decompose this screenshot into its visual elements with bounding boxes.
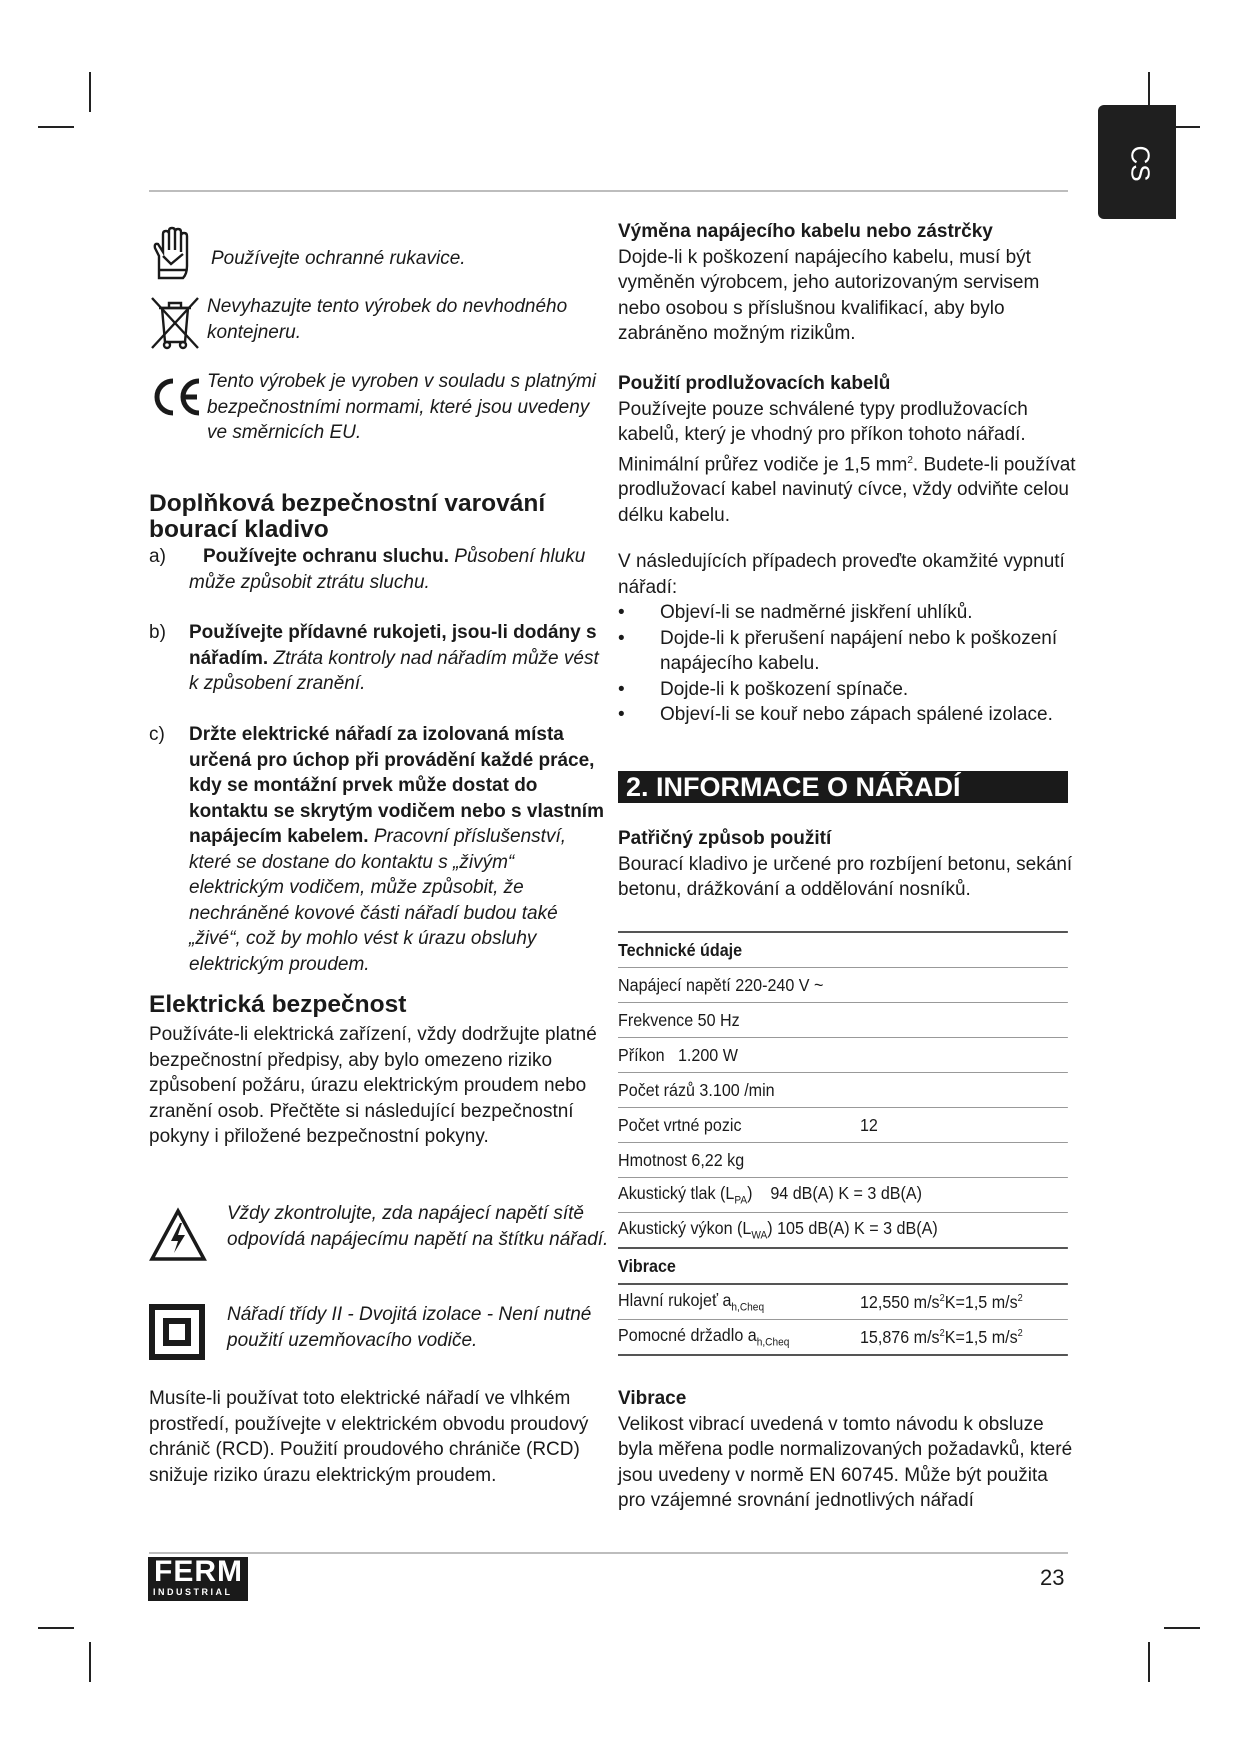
footer-rule — [149, 1552, 1068, 1554]
gloves-notice — [149, 226, 609, 289]
class2-notice — [149, 1302, 609, 1365]
extra-warnings-heading: Doplňková bezpečnostní varování bourací kladivo — [149, 490, 546, 543]
intended-use-heading: Patřičný způsob použití — [618, 828, 832, 849]
bullet-text: Dojde-li k poškození spínače. — [660, 678, 909, 700]
vibration-text: Velikost vibrací uvedená v tomto návodu k obsluze byla měřena podle normalizovaných požadavků, které jsou uvedeny v normě EN 60745. Může být použita pro vzájemné srovnání jednotlivých nářadí — [618, 1413, 1073, 1511]
table-row — [618, 968, 1068, 1003]
table-cell-value — [860, 1292, 1023, 1313]
list-item: • Dojde-li k přerušení napájení nebo k poškození napájecího kabelu. — [618, 626, 1078, 677]
acoustic-pressure-sub: PA — [734, 1194, 748, 1207]
cable-text: Dojde-li k poškození napájecího kabelu, musí být vyměněn výrobcem, jeho autorizovaným servisem nebo osobou s příslušnou kvalifikací, aby bylo zabráněno možným rizikům. — [618, 246, 1040, 344]
extension-text-a: Používejte pouze schválené typy prodlužovacích kabelů, který je vhodný pro příkon tohoto nářadí. Minimální průřez vodiče je 1,5 mm — [618, 398, 1028, 475]
table-row — [618, 1003, 1068, 1038]
rcd-text: Musíte-li používat toto elektrické nářadí ve vlhkém prostředí, používejte v elektrickém obvodu proudový chránič (RCD). Použití proudového chrániče (RCD) snižuje riziko úrazu elektrickým proudem. — [149, 1388, 589, 1486]
table-cell: Počet rázů 3.100 /min — [618, 1079, 775, 1100]
electrical-safety-heading: Elektrická bezpečnost — [149, 991, 407, 1018]
bullet-text: Objeví-li se nadměrné jiskření uhlíků. — [660, 602, 973, 623]
table-row — [618, 1108, 1068, 1143]
bullet-text: Dojde-li k přerušení napájení nebo k poškození napájecího kabelu. — [660, 627, 1058, 674]
item-bold: Držte elektrické nářadí za izolovaná místa určená pro úchop při provádění každé práce, kdy se montážní prvek může dostat do kontaktu se skrytým vodičem nebo s vlastním napájecím kabelem. — [189, 724, 604, 847]
crop-mark — [1148, 1642, 1150, 1682]
vibration-section — [618, 1386, 1078, 1514]
aux-handle-k: K=1,5 m/s — [944, 1326, 1018, 1347]
intended-use-section — [618, 826, 1078, 903]
table-cell: Počet vrtné pozic — [618, 1114, 742, 1135]
ce-mark-icon — [149, 369, 207, 424]
table-row — [618, 931, 1068, 968]
table-row — [618, 1249, 1068, 1285]
table-cell-value — [860, 1327, 1023, 1348]
bullet-text: Objeví-li se kouř nebo zápach spálené izolace. — [660, 704, 1053, 725]
aux-handle-label: Pomocné držadlo a — [618, 1325, 757, 1346]
table-row — [618, 1320, 1068, 1356]
crop-mark — [38, 1627, 74, 1629]
table-cell: Napájecí napětí 220-240 V ~ — [618, 974, 824, 995]
page-number: 23 — [1040, 1565, 1065, 1590]
sq-sup: 2 — [1017, 1292, 1023, 1304]
cable-replacement-section — [618, 219, 1078, 347]
main-handle-label: Hlavní rukojeť a — [618, 1290, 732, 1311]
header-rule — [149, 190, 1068, 192]
logo-industrial: INDUSTRIAL — [153, 1587, 233, 1597]
table-cell — [618, 1183, 922, 1207]
cable-heading: Výměna napájecího kabelu nebo zástrčky — [618, 221, 993, 242]
electrical-safety-text: Používáte-li elektrická zařízení, vždy dodržujte platné bezpečnostní předpisy, aby bylo omezeno riziko způsobení požáru, úrazu elektrickým proudem nebo zranění osob. Přečtěte si následující bezpečnostní pokyny i přiložené bezpečnostní pokyny. — [149, 1024, 597, 1147]
table-cell — [618, 1290, 764, 1314]
ferm-logo — [148, 1557, 248, 1601]
table-cell — [618, 1325, 789, 1349]
item-bold: Používejte přídavné rukojeti, jsou-li dodány s nářadím. — [189, 622, 597, 669]
ce-text: Tento výrobek je vyroben v souladu s platnými bezpečnostními normami, které jsou uvedeny ve směrnicích EU. — [207, 371, 597, 443]
extension-text-b: . Budete-li používat prodlužovací kabel navinutý cívce, vždy odviňte celou délku kabelu. — [618, 453, 1076, 526]
crop-mark — [89, 1642, 91, 1682]
table-cell: Hmotnost 6,22 kg — [618, 1149, 745, 1170]
extra-warnings-section — [149, 491, 609, 543]
crop-mark — [1164, 1627, 1200, 1629]
language-tab — [1098, 105, 1176, 219]
acoustic-power-sub: WA — [751, 1229, 768, 1242]
table-title: Technické údaje — [618, 939, 743, 960]
extension-heading: Použití prodlužovacích kabelů — [618, 373, 891, 394]
vibration-table-title: Vibrace — [618, 1255, 676, 1276]
item-italic: Ztráta kontroly nad nářadím může vést k způsobení zranění. — [189, 647, 599, 694]
logo-ferm: FERM — [154, 1555, 243, 1588]
item-letter: b) — [149, 622, 166, 643]
acoustic-power-post: ) 105 dB(A) K = 3 dB(A) — [767, 1218, 938, 1239]
weee-text: Nevyhazujte tento výrobek do nevhodného kontejneru. — [207, 296, 568, 343]
acoustic-pressure-post: ) 94 dB(A) K = 3 dB(A) — [747, 1183, 923, 1204]
warning-item-c — [149, 722, 609, 977]
table-row — [618, 1143, 1068, 1178]
main-handle-value: 12,550 m/s — [859, 1291, 940, 1312]
item-italic: Působení hluku může způsobit ztrátu sluchu. — [189, 546, 586, 593]
table-cell: Příkon 1.200 W — [618, 1044, 738, 1065]
switch-off-intro: V následujících případech proveďte okamžité vypnutí nářadí: — [618, 551, 1065, 598]
table-row — [618, 1178, 1068, 1213]
extension-text — [618, 397, 1078, 529]
table-row — [618, 1213, 1068, 1249]
voltage-warning — [149, 1201, 609, 1268]
voltage-warning-text: Vždy zkontrolujte, zda napájecí napětí sítě odpovídá napájecímu napětí na štítku nářadí. — [227, 1203, 609, 1250]
ce-notice — [149, 369, 609, 446]
item-bold: Používejte ochranu sluchu. — [203, 546, 449, 567]
aux-handle-value: 15,876 m/s — [859, 1326, 940, 1347]
table-cell — [618, 1218, 938, 1242]
warning-item-a — [149, 544, 609, 595]
extension-cable-section — [618, 371, 1078, 528]
electrical-safety-section — [149, 992, 609, 1150]
table-cell: Frekvence 50 Hz — [618, 1009, 740, 1030]
double-insulation-icon — [149, 1302, 227, 1365]
technical-data-table — [618, 931, 1068, 1356]
list-item: • Objeví-li se nadměrné jiskření uhlíků. — [618, 600, 1078, 626]
sq-sup: 2 — [939, 1292, 945, 1304]
weee-notice — [149, 294, 609, 355]
list-item: • Objeví-li se kouř nebo zápach spálené izolace. — [618, 702, 1078, 728]
sq-sup: 2 — [939, 1327, 945, 1339]
table-row — [618, 1038, 1068, 1073]
acoustic-power-pre: Akustický výkon (L — [618, 1218, 752, 1239]
crop-mark — [89, 72, 91, 112]
weee-bin-icon — [149, 294, 207, 355]
language-tab-label: CS — [1125, 145, 1156, 182]
switch-off-section — [618, 549, 1078, 728]
intended-use-text: Bourací kladivo je určené pro rozbíjení betonu, sekání betonu, drážkování a oddělování nosníků. — [618, 853, 1073, 900]
main-handle-sub: h,Cheq — [731, 1301, 765, 1314]
list-item: • Dojde-li k poškození spínače. — [618, 677, 1078, 703]
aux-handle-sub: h,Cheq — [756, 1336, 790, 1349]
class2-text: Nářadí třídy II - Dvojitá izolace - Není nutné použití uzemňovacího vodiče. — [227, 1304, 592, 1351]
electric-hazard-icon — [149, 1201, 227, 1268]
item-italic: Pracovní příslušenství, které se dostane do kontaktu s „živým“ elektrickým vodičem, může způsobit, že nechráněné kovové části nářadí budou také „živé“, což by mohlo vést k úrazu obsluhy elektrickým proudem. — [189, 826, 567, 975]
table-row — [618, 1073, 1068, 1108]
vibration-heading: Vibrace — [618, 1388, 687, 1409]
gloves-icon — [149, 226, 207, 289]
item-letter: a) — [149, 546, 166, 567]
mm2-sup: 2 — [907, 454, 913, 466]
table-cell-value: 12 — [859, 1114, 878, 1135]
main-handle-k: K=1,5 m/s — [944, 1291, 1018, 1312]
warning-item-b — [149, 620, 609, 697]
crop-mark — [38, 126, 74, 128]
sq-sup: 2 — [1017, 1327, 1023, 1339]
acoustic-pressure-pre: Akustický tlak (L — [618, 1183, 735, 1204]
rcd-paragraph — [149, 1386, 609, 1488]
item-letter: c) — [149, 724, 165, 745]
section-title-bar: 2. INFORMACE O NÁŘADÍ — [618, 771, 1068, 803]
gloves-text: Používejte ochranné rukavice. — [211, 248, 466, 269]
table-row — [618, 1285, 1068, 1320]
